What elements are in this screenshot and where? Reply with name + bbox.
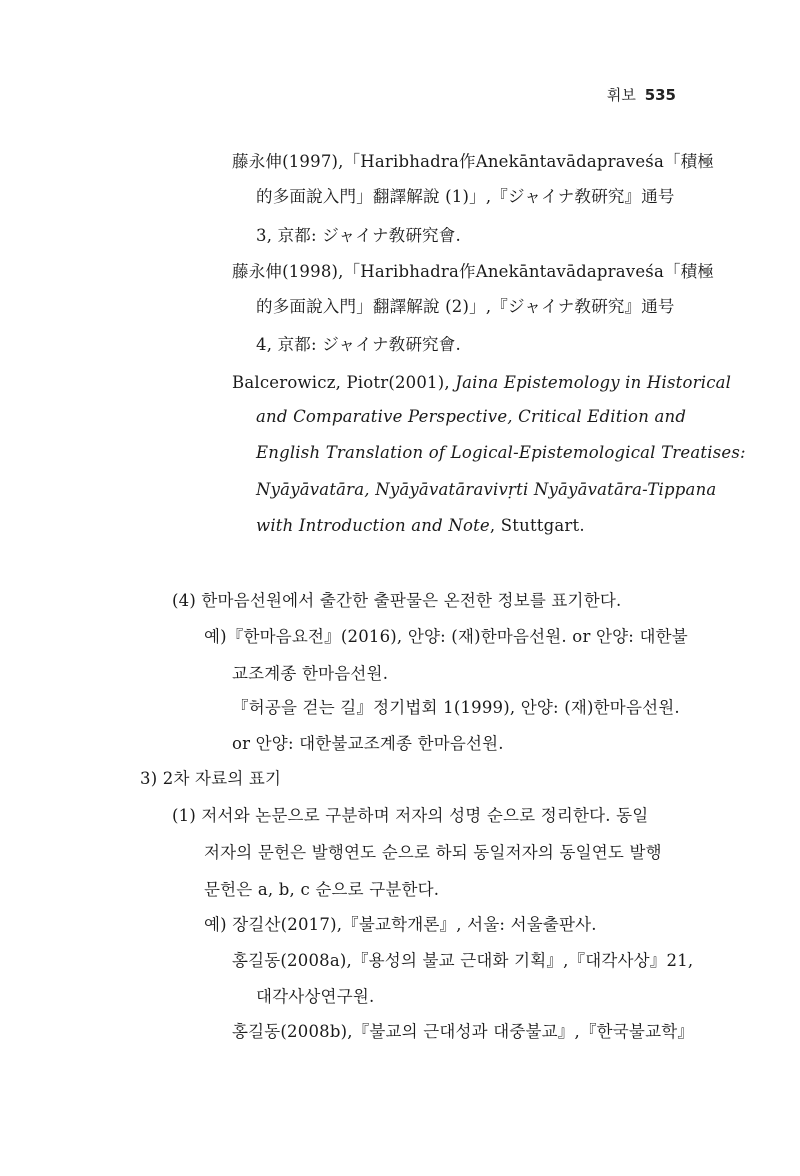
reference-title-line: Nyāyāvatāra, Nyāyāvatāravivṛti Nyāyāvatāra-Tippana xyxy=(256,480,717,499)
reference-line xyxy=(256,515,585,537)
example-line: 교조계종 한마음선원. xyxy=(232,664,389,683)
example-line: 예)『한마음요전』(2016), 안양: (재)한마음선원. or 안양: 대한불 xyxy=(204,627,688,646)
header-title: 휘보 xyxy=(606,86,636,104)
reference-title-line: English Translation of Logical-Epistemological Treatises: xyxy=(256,443,746,462)
reference-line: 的多面說入門」翻譯解說 (1)」,『ジャイナ敎硏究』通号 xyxy=(256,187,675,206)
reference-line xyxy=(232,372,731,394)
reference-title: with Introduction and Note xyxy=(256,516,490,535)
reference-line: 藤永伸(1998),「Haribhadra作Anekāntavādapraveśa「積極 xyxy=(232,262,715,281)
example-line: 대각사상연구원. xyxy=(256,987,375,1006)
running-header xyxy=(607,84,676,105)
example-line: 『허공을 걷는 길』정기법회 1(1999), 안양: (재)한마음선원. xyxy=(232,698,680,717)
example-line: or 안양: 대한불교조계종 한마음선원. xyxy=(232,734,504,753)
reference-line: 4, 京都: ジャイナ敎硏究會. xyxy=(256,335,461,354)
reference-author: Balcerowicz, Piotr(2001), xyxy=(232,373,456,392)
example-line: 예) 장길산(2017),『불교학개론』, 서울: 서울출판사. xyxy=(204,915,597,934)
paragraph-line: 문헌은 a, b, c 순으로 구분한다. xyxy=(204,880,440,899)
paragraph-line: (1) 저서와 논문으로 구분하며 저자의 성명 순으로 정리한다. 동일 xyxy=(172,806,649,825)
reference-line: 的多面說入門」翻譯解說 (2)」,『ジャイナ敎硏究』通号 xyxy=(256,297,675,316)
reference-publisher: , Stuttgart. xyxy=(489,516,585,535)
reference-line: 3, 京都: ジャイナ敎硏究會. xyxy=(256,226,461,245)
page-number: 535 xyxy=(644,86,676,104)
example-line: 홍길동(2008b),『불교의 근대성과 대중불교』,『한국불교학』 xyxy=(232,1022,695,1041)
section-heading: 3) 2차 자료의 표기 xyxy=(140,769,282,788)
example-line: 홍길동(2008a),『용성의 불교 근대화 기획』,『대각사상』21, xyxy=(232,951,694,970)
reference-line: 藤永伸(1997),「Haribhadra作Anekāntavādapraveśa「積極 xyxy=(232,152,715,171)
section-heading: (4) 한마음선원에서 출간한 출판물은 온전한 정보를 표기한다. xyxy=(172,591,622,610)
paragraph-line: 저자의 문헌은 발행연도 순으로 하되 동일저자의 동일연도 발행 xyxy=(204,843,662,862)
reference-title-line: and Comparative Perspective, Critical Edition and xyxy=(256,407,687,426)
reference-title: Jaina Epistemology in Historical xyxy=(455,373,732,392)
